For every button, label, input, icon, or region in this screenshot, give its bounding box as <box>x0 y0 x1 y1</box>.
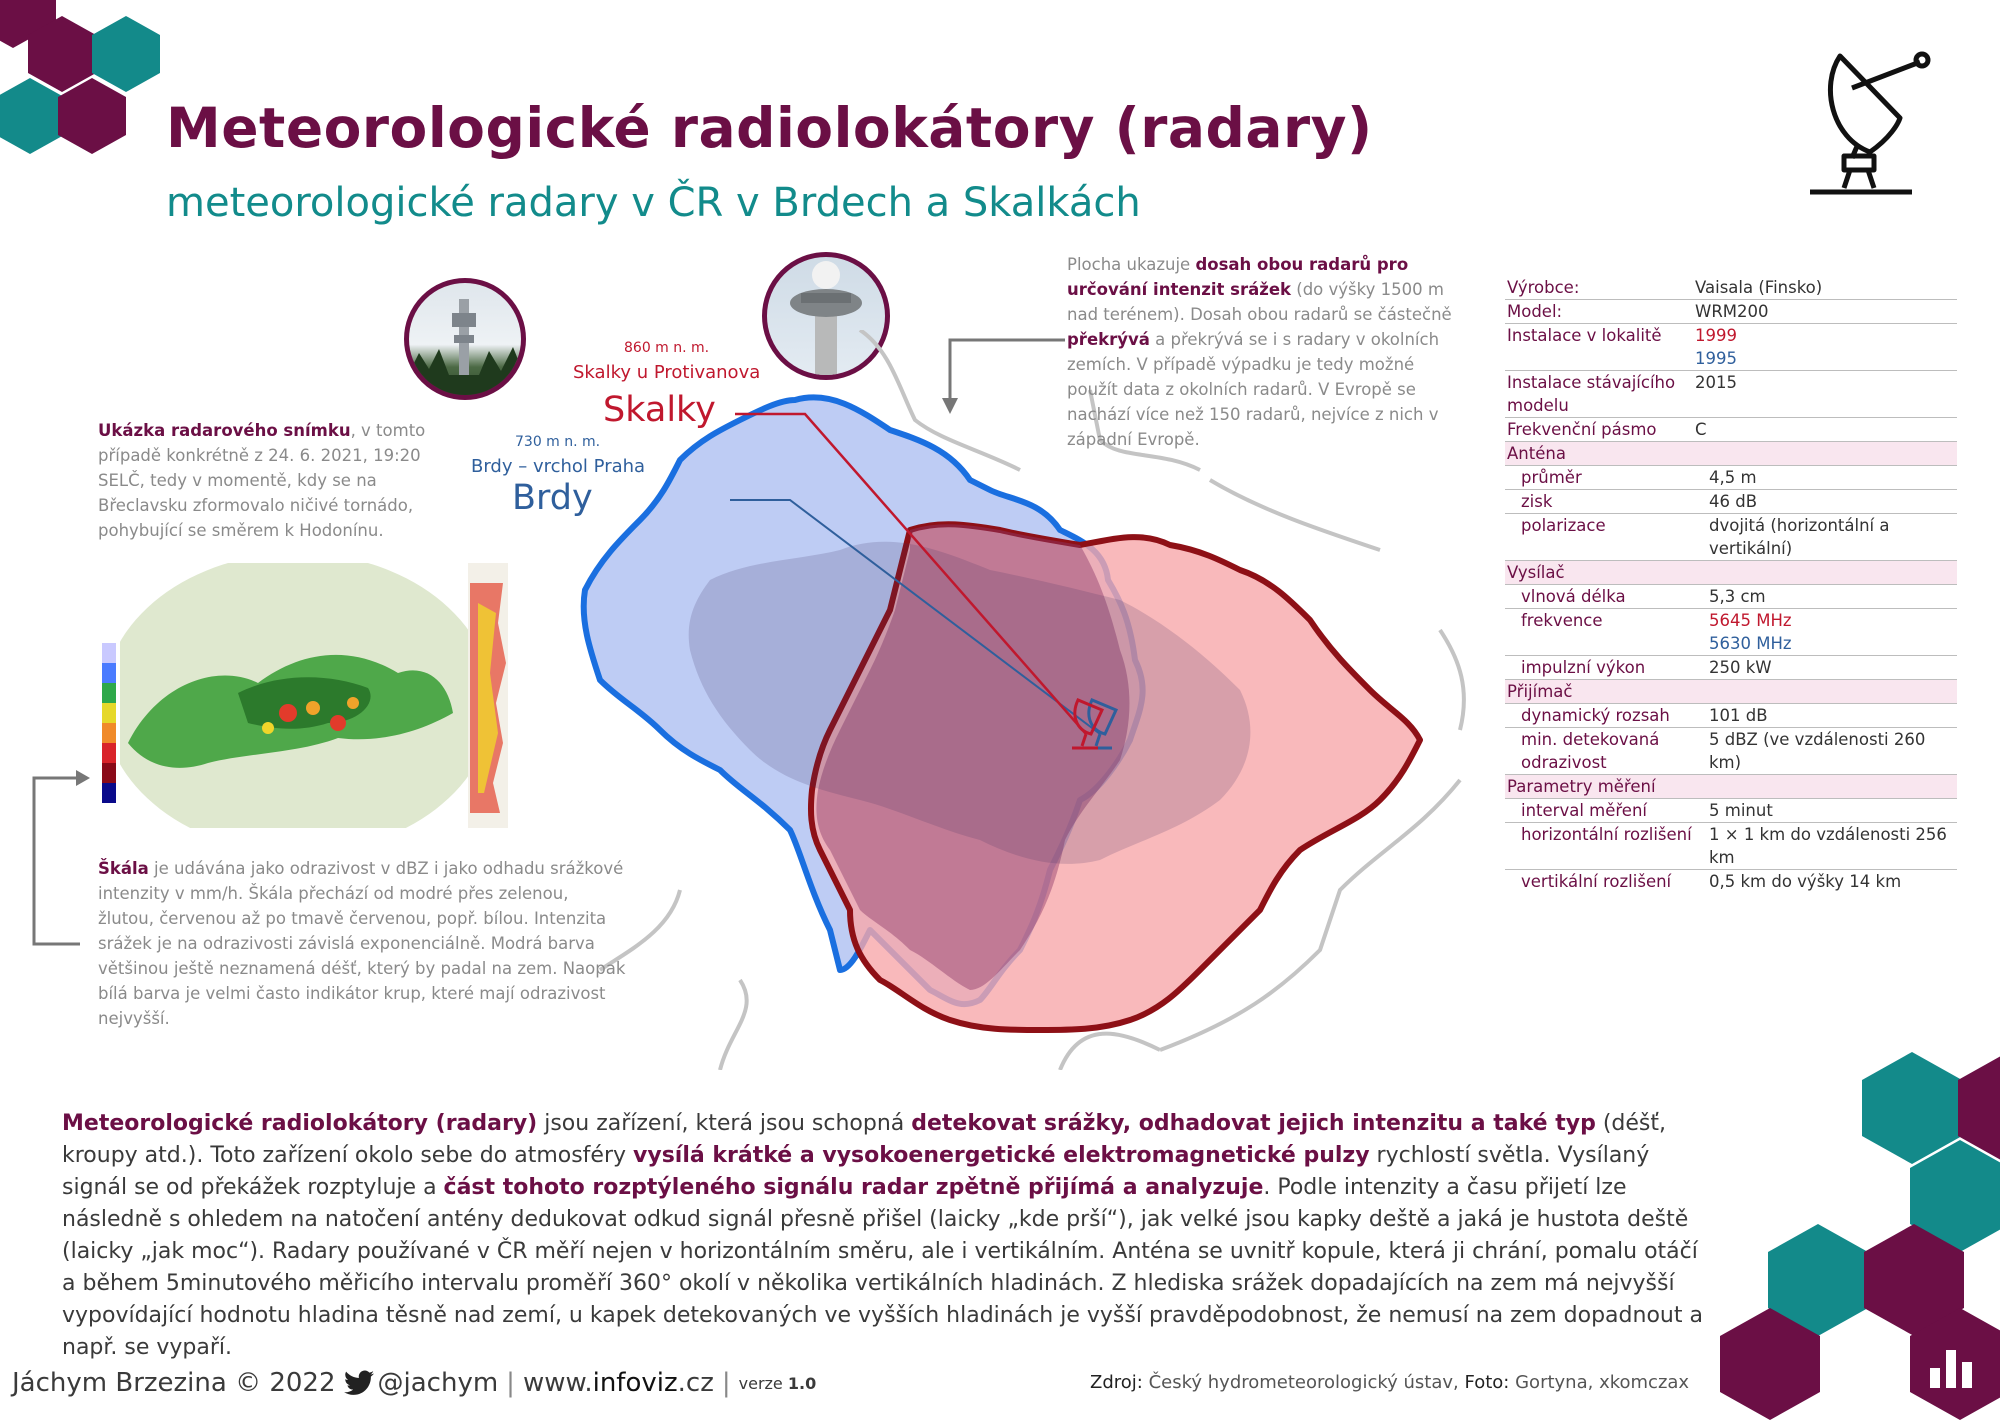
spec-row: zisk 46 dB <box>1505 490 1957 514</box>
brdy-name: Brdy <box>512 478 593 518</box>
spec-row: vlnová délka 5,3 cm <box>1505 585 1957 609</box>
skalky-location: Skalky u Protivanova <box>573 362 761 383</box>
footer: Jáchym Brzezina © 2022 @jachym | www.infoviz.cz | verze 1.0 <box>12 1368 817 1398</box>
spec-row: Frekvenční pásmo C <box>1505 418 1957 442</box>
spec-row: Výrobce: Vaisala (Finsko) <box>1505 276 1957 300</box>
spec-row: frekvence 5645 MHz 5630 MHz <box>1505 609 1957 656</box>
skalky-tower-photo <box>404 278 526 400</box>
spec-row: Instalace v lokalitě 1999 1995 <box>1505 324 1957 371</box>
decor-hexagon <box>92 16 160 92</box>
chart-logo-icon <box>1928 1346 1974 1388</box>
footer-twitter-handle[interactable]: @jachym <box>377 1368 499 1398</box>
footer-version: verze 1.0 <box>738 1373 817 1393</box>
spec-row: vertikální rozlišení 0,5 km do výšky 14 km <box>1521 872 1902 891</box>
specs-table <box>1505 276 1957 893</box>
brdy-elevation: 730 m n. m. <box>515 434 601 450</box>
twitter-bird-icon <box>344 1370 374 1396</box>
satellite-dish-icon <box>1800 48 1936 200</box>
page-title: Meteorologické radiolokátory (radary) <box>166 96 1373 160</box>
spec-section-title: Anténa <box>1505 442 1957 466</box>
radar-sample-image <box>98 563 508 828</box>
spec-row: dynamický rozsah 101 dB <box>1505 704 1957 728</box>
skalky-elevation: 860 m n. m. <box>624 340 710 356</box>
map-note-arrow <box>940 330 1070 420</box>
spec-row: Instalace stávajícího modelu 2015 <box>1505 371 1957 418</box>
spec-row: průměr 4,5 m <box>1505 466 1957 490</box>
scale-note-arrow <box>28 768 94 946</box>
sample-note: Ukázka radarového snímku, v tomto případě konkrétně z 24. 6. 2021, 19:20 SELČ, tedy v momentě, kdy se na Břeclavsku zformovalo ničivé tornádo, pohybující se směrem k Hodonínu. <box>98 421 426 540</box>
spec-row: impulzní výkon 250 kW <box>1505 656 1957 680</box>
spec-row: interval měření 5 minut <box>1505 799 1957 823</box>
body-paragraph: Meteorologické radiolokátory (radary) jsou zařízení, která jsou schopná detekovat srážky, odhadovat jejich intenzitu a také typ (déšť, kroupy atd.). Toto zařízení okolo sebe do atmosféry vysílá krátké a vysokoenergetické elektromagnetické pulzy rychlostí světla. Vysílaný signál se od překážek rozptyluje a část tohoto rozptýleného signálu radar zpětně přijímá a analyzuje. Podle intenzity a času přijetí lze následně s ohledem na natočení antény dedukovat odkud signál přesně přišel (laicky „kde prší“), jak velké jsou kapky deště a jaká je hustota deště (laicky „jak moc“). Radary používané v ČR měří nejen v horizontálním směru, ale i vertikálním. Anténa se uvnitř kopule, která ji chrání, pomalu otáčí a během 5minutového měřicího intervalu proměří 360° okolí v několika vertikálních hladinách. Z hlediska srážek dopadajících na zem má nejvyšší vypovídající hodnotu hladina těsně nad zemí, u kapek detekovaných ve vyšších hladinách je vyšší pravděpodobnost, že nemusí na zem dopadnout a např. se vypaří. <box>62 1111 1703 1360</box>
spec-section-title: Přijímač <box>1505 680 1957 704</box>
footer-source: Zdroj: Český hydrometeorologický ústav, Foto: Gortyna, xkomczax <box>1090 1372 1690 1393</box>
decor-hexagon <box>0 78 64 154</box>
spec-section-title: Vysílač <box>1505 561 1957 585</box>
spec-row: polarizace dvojitá (horizontální a vertikální) <box>1505 514 1957 561</box>
decor-hexagon <box>58 78 126 154</box>
spec-row: horizontální rozlišení 1 × 1 km do vzdálenosti 256 km <box>1505 823 1957 870</box>
spec-section-title: Parametry měření <box>1505 775 1957 799</box>
footer-author: Jáchym Brzezina © 2022 <box>12 1368 336 1398</box>
footer-website-link[interactable]: www.infoviz.cz <box>522 1368 714 1398</box>
spec-row: Model: WRM200 <box>1505 300 1957 324</box>
page-subtitle: meteorologické radary v ČR v Brdech a Skalkách <box>166 180 1141 226</box>
spec-row: min. detekovaná odrazivost 5 dBZ (ve vzdálenosti 260 km) <box>1505 728 1957 775</box>
brdy-location: Brdy – vrchol Praha <box>471 456 646 477</box>
map-note: Plocha ukazuje dosah obou radarů pro určování intenzit srážek (do výšky 1500 m nad terénem). Dosah obou radarů se částečně překrývá a překrývá se i s radary v okolních zemích. V případě výpadku je tedy možné použít data z okolních radarů. V Evropě se nachází více než 150 radarů, nejvíce z nich v západní Evropě. <box>1067 255 1452 449</box>
skalky-name: Skalky <box>603 390 716 430</box>
decor-hexagon <box>1862 1052 1962 1164</box>
scale-note: Škála je udávána jako odrazivost v dBZ i jako odhadu srážkové intenzity v mm/h. Škála přechází od modré přes zelenou, žlutou, červenou až po tmavě červenou, popř. bílou. Intenzita srážek je na odrazivosti závislá exponenciálně. Modrá barva většinou ještě neznamená déšť, který by padal na zem. Naopak bílá barva je velmi často indikátor krup, které mají odrazivost nejvyšší. <box>98 859 626 1028</box>
